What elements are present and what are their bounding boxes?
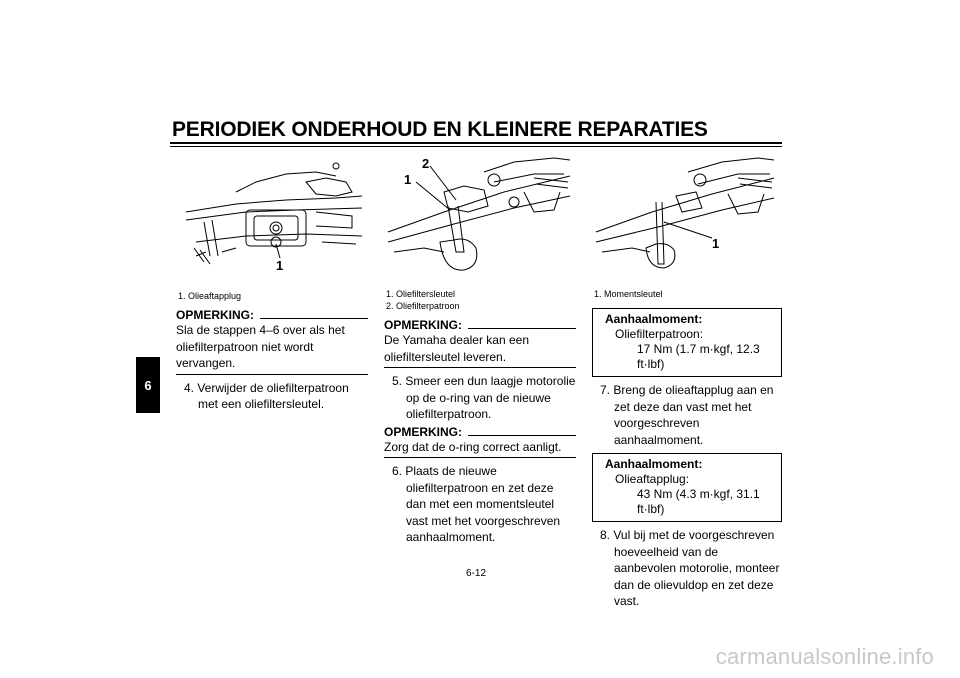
column-2 — [384, 318, 576, 546]
torque-heading: Aanhaalmoment: — [605, 312, 703, 326]
note-end-rule — [176, 374, 368, 375]
title-rule-thin — [170, 146, 782, 147]
callout-1: 1 — [404, 172, 412, 187]
chapter-tab: 6 — [136, 357, 160, 413]
callout-leader — [430, 166, 456, 200]
step-5: 5. Smeer een dun laagje motorolie op de o-ring van de nieuwe oliefilterpatroon. — [392, 374, 576, 421]
watermark: carmanualsonline.info — [715, 644, 934, 669]
note-text: Sla de stappen 4–6 over als het oliefilterpatroon niet wordt vervangen. — [176, 323, 345, 370]
figure-caption: 1. Oliefiltersleutel — [386, 289, 456, 299]
page-number: 6-12 — [466, 568, 487, 579]
column-1 — [176, 308, 368, 413]
torque-item: Olieaftapplug: — [615, 472, 690, 486]
figure-caption: 1. Olieaftapplug — [178, 291, 242, 301]
column-3 — [592, 308, 782, 610]
note-heading — [176, 308, 368, 322]
filter-wrench-illustration — [384, 152, 574, 280]
torque-item: Oliefilterpatroon: — [615, 327, 704, 341]
note-end-rule — [384, 457, 576, 458]
figure-caption: 1. Momentsleutel — [594, 289, 663, 299]
step-7: 7. Breng de olieaftapplug aan en zet deze dan vast met het voorgeschreven aanhaalmoment. — [600, 383, 774, 447]
torque-value: 17 Nm (1.7 m·kgf, 12.3 ft·lbf) — [637, 342, 760, 371]
step-4: 4. Verwijder de oliefilterpatroon met een oliefiltersleutel. — [184, 380, 349, 411]
step-6: 6. Plaats de nieuwe oliefilterpatroon en zet deze dan met een momentsleutel vast met het voorgeschreven aanhaalmoment. — [392, 464, 561, 544]
note-label: OPMERKING: — [176, 308, 254, 322]
note-heading — [384, 318, 576, 332]
torque-box — [592, 453, 782, 522]
note-heading — [384, 425, 576, 439]
torque-value: 43 Nm (4.3 m·kgf, 31.1 ft·lbf) — [637, 487, 760, 516]
drain-plug-illustration — [176, 152, 366, 282]
note-text: De Yamaha dealer kan een oliefiltersleutel leveren. — [384, 333, 529, 364]
torque-heading: Aanhaalmoment: — [605, 457, 703, 471]
callout-2: 2 — [422, 156, 430, 171]
figure-caption: 2. Oliefilterpatroon — [386, 301, 460, 311]
callout-1: 1 — [712, 236, 720, 251]
note-text: Zorg dat de o-ring correct aanligt. — [384, 439, 562, 454]
figure-drain-plug — [176, 152, 366, 282]
step-8: 8. Vul bij met de voorgeschreven hoeveelheid van de aanbevolen motorolie, monteer dan de olievuldop en zet deze vast. — [600, 528, 780, 608]
note-label: OPMERKING: — [384, 424, 462, 439]
callout-1: 1 — [276, 258, 284, 273]
figure-filter-wrench — [384, 152, 574, 280]
figure-torque-wrench — [592, 152, 778, 280]
note-label: OPMERKING: — [384, 318, 462, 332]
title-rule — [170, 142, 782, 144]
callout-leader — [664, 222, 712, 238]
page-title: PERIODIEK ONDERHOUD EN KLEINERE REPARATIES — [172, 118, 708, 141]
torque-box — [592, 308, 782, 377]
torque-wrench-illustration — [592, 152, 778, 280]
note-end-rule — [384, 367, 576, 368]
